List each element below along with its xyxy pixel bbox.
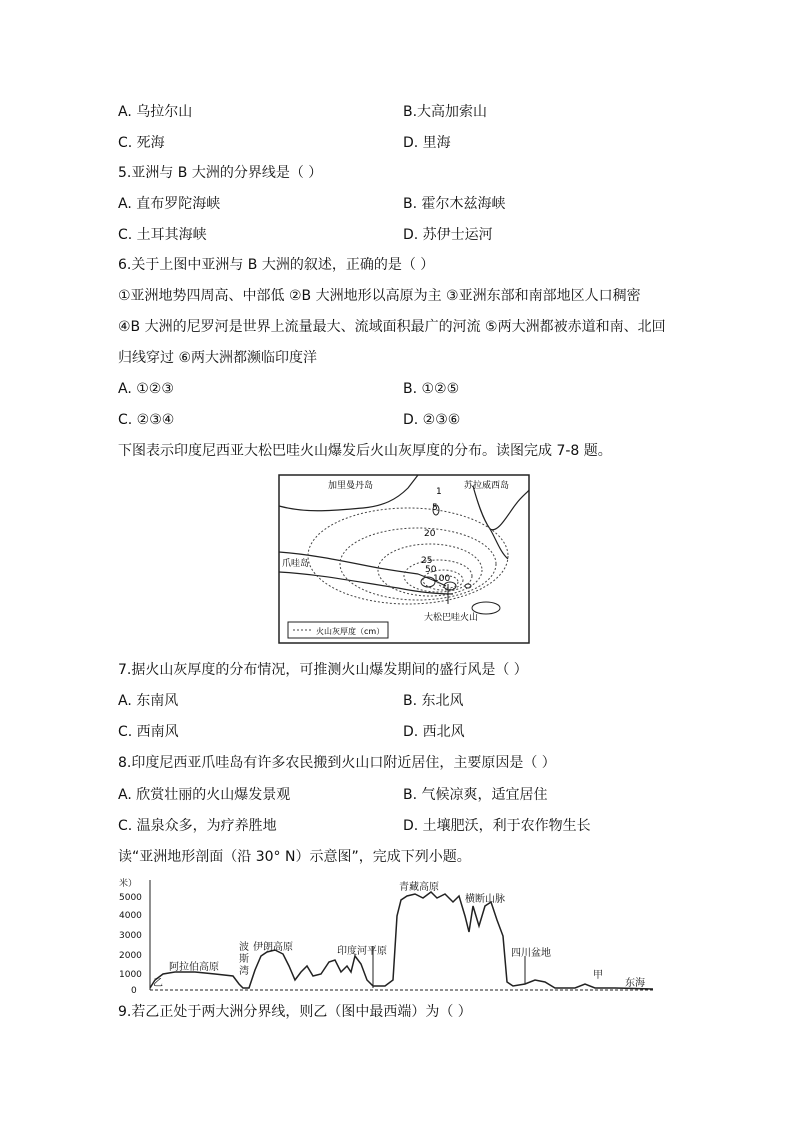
- tick-5000: 5000: [119, 893, 142, 903]
- label-tibetan-plateau: 青藏高原: [399, 882, 439, 893]
- q4-option-c: C. 死海: [118, 135, 165, 151]
- label-persian-1: 波: [239, 942, 249, 953]
- q7-option-a: A. 东南风: [118, 693, 179, 709]
- label-sulawesi: 苏拉威西岛: [464, 481, 510, 491]
- tick-1000: 1000: [119, 970, 142, 980]
- q7-stem: 7.据火山灰厚度的分布情况，可推测火山爆发期间的盛行风是（ ）: [118, 662, 528, 678]
- q5-option-d: D. 苏伊士运河: [403, 227, 493, 243]
- q4-option-a: A. 乌拉尔山: [118, 104, 193, 120]
- q7-option-c: C. 西南风: [118, 724, 179, 740]
- tick-0: 0: [131, 986, 137, 994]
- contour-label-100: 100: [433, 574, 451, 584]
- q8-stem: 8.印度尼西亚爪哇岛有许多农民搬到火山口附近居住，主要原因是（ ）: [118, 755, 556, 771]
- q9-stem: 9.若乙正处于两大洲分界线，则乙（图中最西端）为（ ）: [118, 1004, 472, 1020]
- label-sichuan-basin: 四川盆地: [511, 948, 551, 959]
- label-arabian-plateau: 阿拉伯高原: [169, 962, 219, 973]
- axis-unit: 米）: [119, 879, 138, 889]
- label-iranian-plateau: 伊朗高原: [253, 942, 293, 953]
- q7-option-b: B. 东北风: [403, 693, 464, 709]
- q6-option-d: D. ②③⑥: [403, 412, 461, 428]
- q4-option-b: B.大高加索山: [403, 104, 488, 120]
- label-yi: 乙: [153, 978, 163, 989]
- q6-option-a: A. ①②③: [118, 381, 174, 397]
- q5-option-c: C. 土耳其海峡: [118, 227, 207, 243]
- contour-label-20: 20: [424, 529, 436, 539]
- q6-stem: 6.关于上图中亚洲与 B 大洲的叙述，正确的是（ ）: [118, 257, 435, 273]
- label-east-sea: 东海: [625, 978, 645, 989]
- tick-3000: 3000: [119, 931, 142, 941]
- label-indus-plain: 印度河平原: [337, 946, 387, 957]
- q5-option-a: A. 直布罗陀海峡: [118, 196, 221, 212]
- label-hengduan-mountains: 横断山脉: [465, 894, 505, 905]
- q8-option-a: A. 欣赏壮丽的火山爆发景观: [118, 787, 291, 803]
- q4-option-d: D. 里海: [403, 135, 451, 151]
- contour-label-25: 25: [421, 556, 433, 566]
- tick-2000: 2000: [119, 951, 142, 961]
- q6-option-b: B. ①②⑤: [403, 381, 460, 397]
- label-java: 爪哇岛: [282, 559, 310, 569]
- contour-label-50: 50: [425, 565, 437, 575]
- q8-option-b: B. 气候凉爽，适宜居住: [403, 787, 548, 803]
- label-persian-2: 斯: [239, 954, 249, 965]
- q5-option-b: B. 霍尔木兹海峡: [403, 196, 506, 212]
- label-kalimantan: 加里曼丹岛: [328, 481, 374, 491]
- contour-label-1: 1: [436, 487, 442, 497]
- q5-stem: 5.亚洲与 B 大洲的分界线是（ ）: [118, 165, 323, 181]
- q6-statement-1: ①亚洲地势四周高、中部低 ②B 大洲地形以高原为主 ③亚洲东部和南部地区人口稠密: [118, 288, 641, 304]
- label-jia: 甲: [593, 970, 603, 981]
- q8-option-c: C. 温泉众多，为疗养胜地: [118, 818, 277, 834]
- intro-7-8: 下图表示印度尼西亚大松巴哇火山爆发后火山灰厚度的分布。读图完成 7-8 题。: [118, 443, 612, 459]
- label-persian-3: 湾: [239, 966, 249, 977]
- intro-9: 读“亚洲地形剖面（沿 30° N）示意图”，完成下列小题。: [118, 849, 471, 865]
- q7-option-d: D. 西北风: [403, 724, 465, 740]
- label-volcano: 大松巴哇火山: [424, 613, 479, 623]
- volcanic-ash-map: [278, 474, 530, 644]
- q6-statement-3: 归线穿过 ⑥两大洲都濒临印度洋: [118, 350, 318, 366]
- q8-option-d: D. 土壤肥沃，利于农作物生长: [403, 818, 591, 834]
- contour-label-5: 5: [432, 503, 438, 513]
- map-legend: 火山灰厚度（cm）: [316, 627, 385, 636]
- tick-4000: 4000: [119, 911, 142, 921]
- q6-statement-2: ④B 大洲的尼罗河是世界上流量最大、流域面积最广的河流 ⑤两大洲都被赤道和南、北回: [118, 319, 666, 335]
- q6-option-c: C. ②③④: [118, 412, 175, 428]
- asia-profile-diagram: [115, 876, 655, 994]
